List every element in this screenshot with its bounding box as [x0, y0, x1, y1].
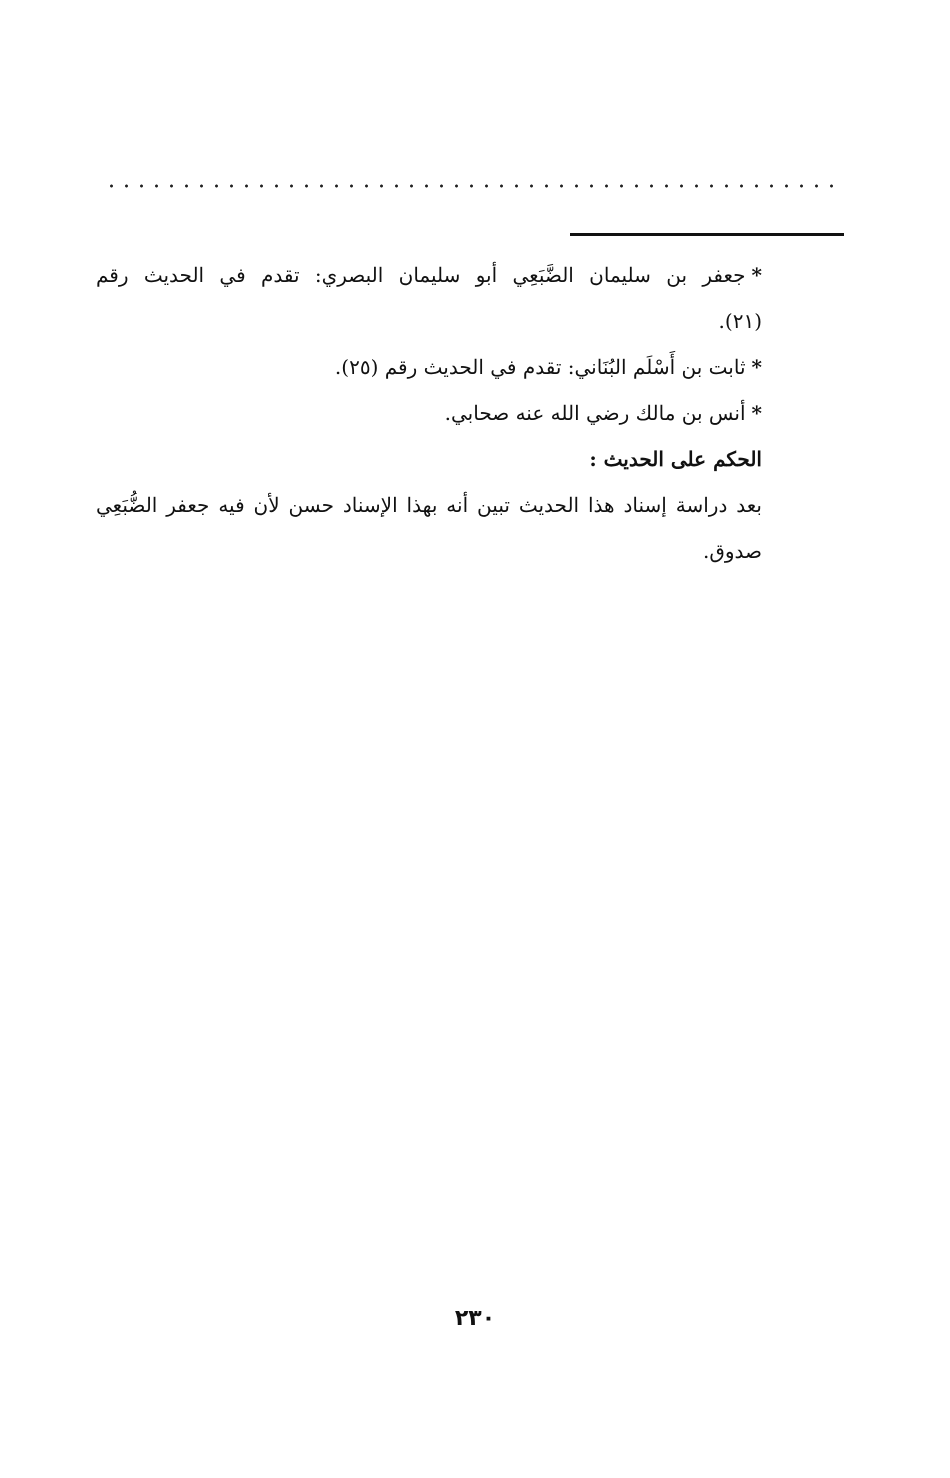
footnote-item-3 [96, 390, 762, 436]
footnote-item-2 [96, 344, 762, 390]
page-number: ٢٣٠ [454, 1306, 496, 1331]
bullet-star-icon: * [751, 263, 762, 287]
bullet-star-icon: * [751, 401, 762, 425]
footnote-rule [570, 233, 844, 236]
ruling-body-line-1: بعد دراسة إسناد هذا الحديث تبين أنه بهذا الإسناد حسن لأن فيه جعفر الضُّبَعِي [96, 493, 762, 517]
dotted-separator [104, 180, 842, 192]
footnote-item-2-text: ثابت بن أَسْلَم البُنَاني: تقدم في الحديث رقم (٢٥). [334, 355, 746, 379]
bullet-star-icon: * [751, 355, 762, 379]
ruling-body-line-2: صدوق. [702, 539, 762, 563]
footnote-item-1-text: جعفر بن سليمان الضَّبَعِي أبو سليمان البصري: تقدم في الحديث رقم [96, 263, 746, 287]
ruling-heading: الحكم على الحديث : [589, 447, 762, 471]
footnote-item-1-line-2: (٢١). [718, 309, 762, 333]
footnote-item-1-line-1 [96, 252, 762, 298]
footnote-item-3-text: أنس بن مالك رضي الله عنه صحابي. [444, 401, 746, 425]
page-content [96, 252, 762, 574]
